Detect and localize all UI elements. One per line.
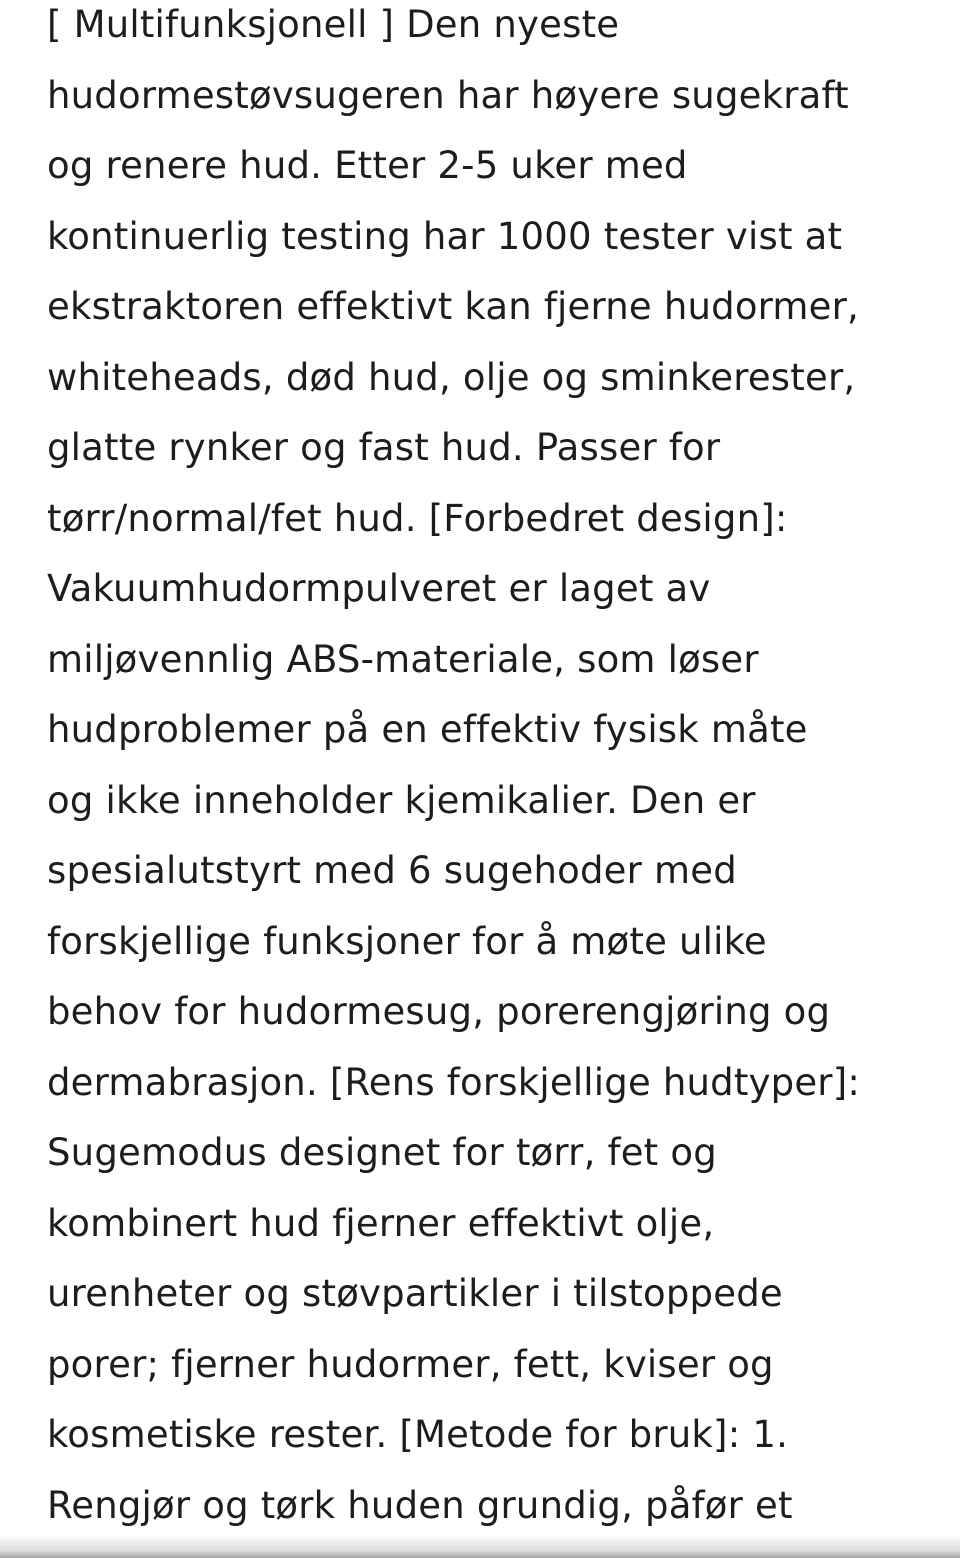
description-line: porer; fjerner hudormer, fett, kviser og bbox=[47, 1342, 774, 1386]
description-line: dermabrasjon. [Rens forskjellige hudtyper]: bbox=[47, 1060, 861, 1104]
description-line: Sugemodus designet for tørr, fet og bbox=[47, 1131, 717, 1174]
description-line: kombinert hud fjerner effektivt olje, bbox=[47, 1201, 715, 1245]
description-line: whiteheads, død hud, olje og sminkerester, bbox=[47, 355, 856, 399]
description-line: forskjellige funksjoner for å møte ulike bbox=[47, 919, 767, 963]
product-description bbox=[47, 0, 947, 1541]
description-line: urenheter og støvpartikler i tilstoppede bbox=[47, 1272, 783, 1315]
description-line: behov for hudormesug, porerengjøring og bbox=[47, 990, 831, 1033]
description-line: spesialutstyrt med 6 sugehoder med bbox=[47, 849, 737, 892]
description-line: glatte rynker og fast hud. Passer for bbox=[47, 426, 721, 469]
description-line: [ Multifunksjonell ] Den nyeste bbox=[47, 3, 620, 46]
description-line: hudproblemer på en effektiv fysisk måte bbox=[47, 708, 808, 751]
description-line: kosmetiske rester. [Metode for bruk]: 1. bbox=[47, 1413, 789, 1456]
description-line: kontinuerlig testing har 1000 tester vist at bbox=[47, 214, 843, 258]
description-line: og renere hud. Etter 2-5 uker med bbox=[47, 144, 688, 187]
bottom-scroll-shadow bbox=[0, 1534, 960, 1558]
description-line: miljøvennlig ABS-materiale, som løser bbox=[47, 637, 759, 681]
description-line: Vakuumhudormpulveret er laget av bbox=[47, 567, 711, 610]
description-line: tørr/normal/fet hud. [Forbedret design]: bbox=[47, 496, 788, 540]
description-line: og ikke inneholder kjemikalier. Den er bbox=[47, 778, 756, 822]
description-line: ekstraktoren effektivt kan fjerne hudormer, bbox=[47, 285, 859, 328]
description-line: hudormestøvsugeren har høyere sugekraft bbox=[47, 73, 849, 117]
description-line: Rengjør og tørk huden grundig, påfør et bbox=[47, 1483, 793, 1527]
